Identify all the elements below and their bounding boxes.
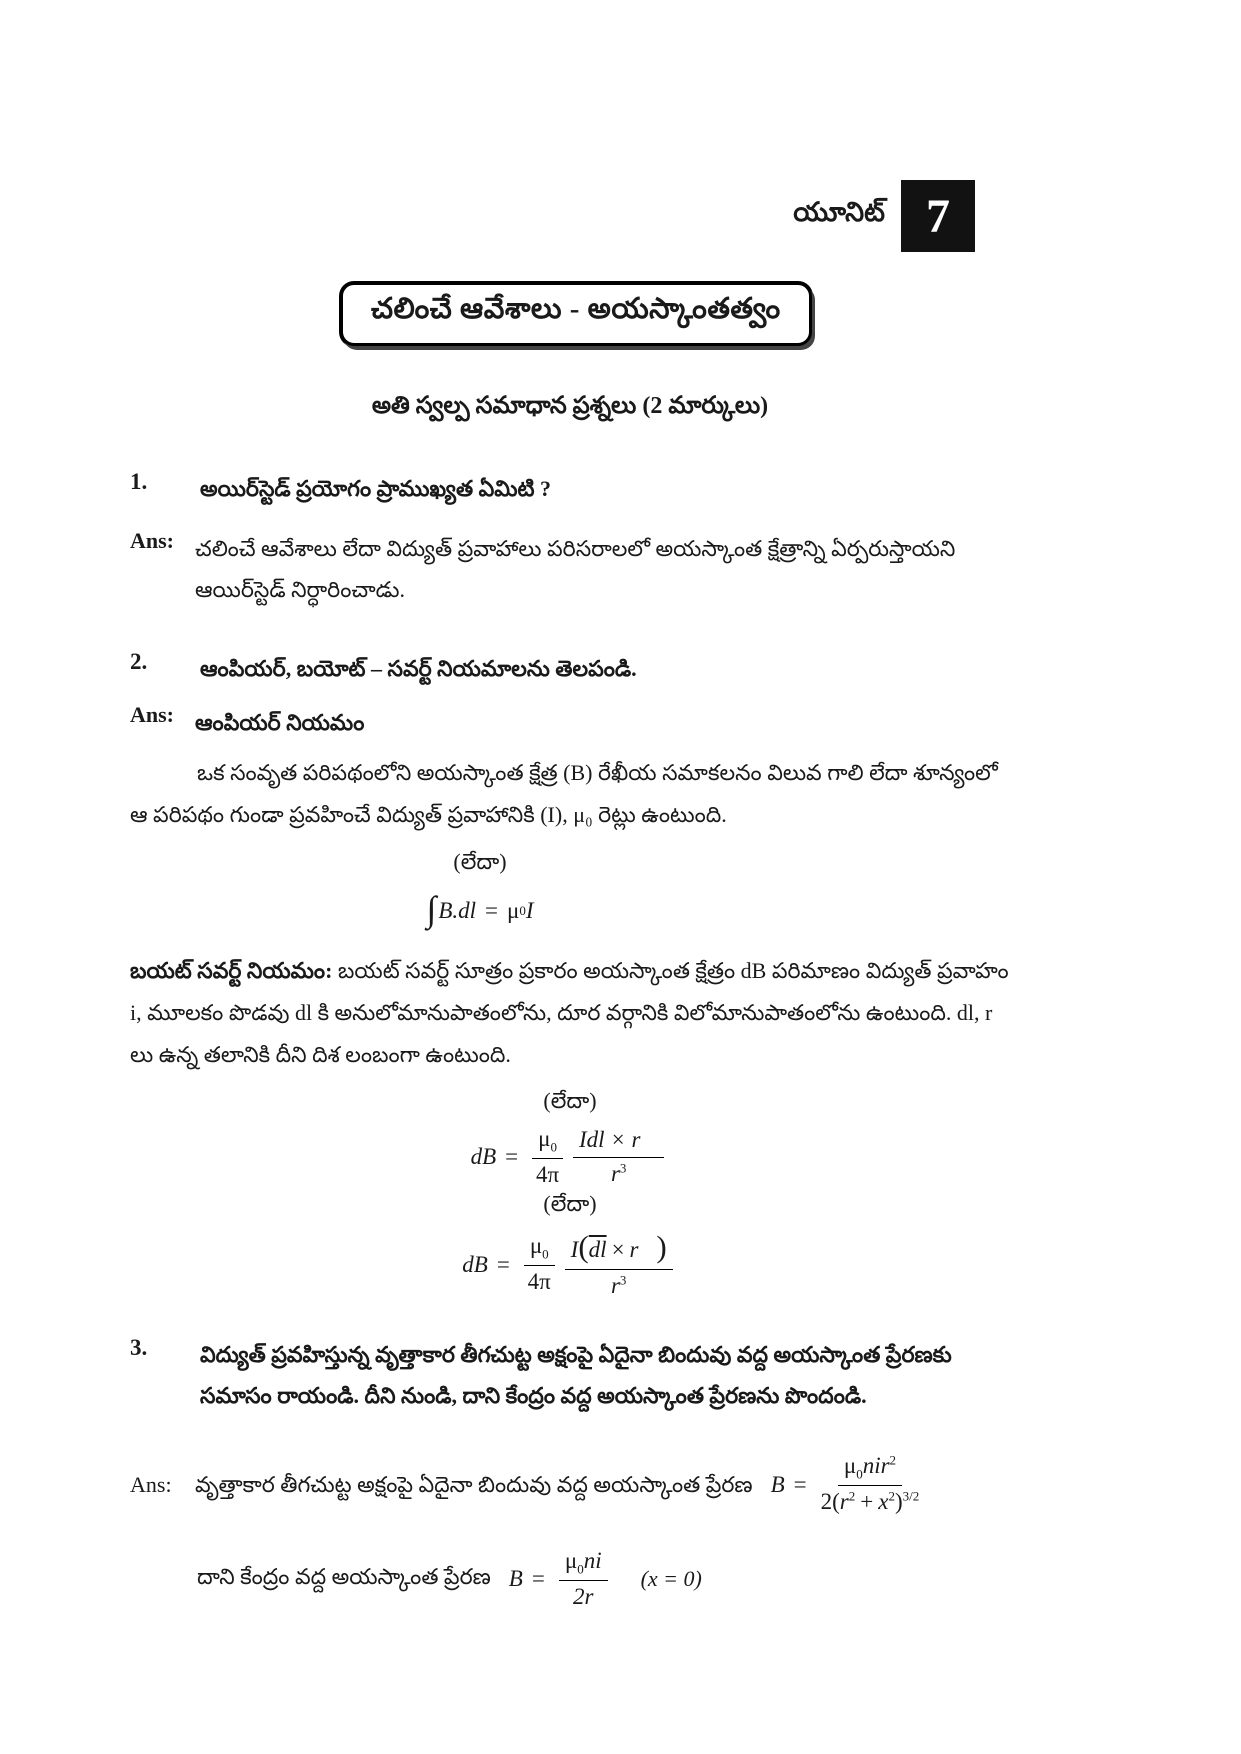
mu-symbol: μ	[538, 1125, 551, 1151]
question-1-text: అయిర్‌స్టెడ్ ప్రయోగం ప్రాముఖ్యత ఏమిటి ?	[200, 476, 551, 501]
or-divider-3: (లేదా)	[543, 1191, 597, 1217]
question-3	[130, 1335, 1010, 1416]
question-2-number: 2.	[130, 649, 148, 675]
ni-term: ni	[583, 1547, 602, 1573]
mu-over-4pi-fraction	[532, 1125, 563, 1190]
or-divider-wrap-1	[130, 849, 830, 932]
page-content	[130, 0, 1010, 1611]
or-divider-1: (లేదా)	[453, 849, 507, 875]
answer-3-center-text: దాని కేంద్రం వద్ద అయస్కాంత ప్రేరణ	[197, 1563, 491, 1589]
dB-symbol: dB	[470, 1144, 497, 1170]
fraction-denominator: 4π	[527, 1269, 551, 1295]
B-symbol: B	[770, 1471, 785, 1497]
mu-subscript: 0	[550, 1139, 557, 1155]
unit-number: 7	[926, 189, 950, 243]
r-symbol: r	[610, 1160, 620, 1186]
open-paren: (	[578, 1229, 589, 1265]
equals-sign: =	[485, 898, 499, 924]
x-equals-zero-condition: (x = 0)	[640, 1566, 702, 1592]
dB-symbol: dB	[462, 1251, 488, 1277]
integral-sign: ∫	[426, 889, 437, 930]
formula-biot-savart-2	[130, 1228, 1010, 1301]
answer-3	[130, 1452, 1010, 1517]
exponent: 3	[619, 1272, 627, 1288]
unit-header	[130, 180, 1010, 252]
center-field-fraction	[559, 1547, 608, 1612]
mu-subscript: 0	[519, 903, 526, 919]
ampere-law-heading: ఆంపియర్ నియమం	[195, 709, 365, 735]
answer-2-label: Ans:	[130, 701, 175, 727]
fraction-denominator	[611, 1270, 626, 1301]
formula-biot-savart-1	[130, 1125, 1010, 1190]
section-heading: అతి స్వల్ప సమాధాన ప్రశ్నలు (2 మార్కులు)	[371, 393, 769, 419]
answer-1-label: Ans:	[130, 527, 175, 553]
mu-over-4pi-fraction	[524, 1232, 555, 1297]
r-symbol: r	[610, 1273, 620, 1299]
equals-sign: =	[505, 1144, 519, 1170]
mu-symbol: μ	[843, 1453, 857, 1479]
current-symbol: I	[525, 898, 534, 924]
mu-symbol: μ	[564, 1547, 578, 1573]
fraction-denominator: 2r	[572, 1583, 594, 1609]
biot-savart-body: బయట్ సవర్ట్ సూత్రం ప్రకారం అయస్కాంత క్షేత్రం dB పరిమాణం విద్యుత్ ప్రవాహం i, మూలకం పొడవు dl కి అనులోమానుపాతంలోను, దూర వర్గానికి విలోమానుపాతంలోను ఉంటుంది. dl, r లు ఉన్న తలానికి దీని దిశ లంబంగా ఉంటుంది.	[130, 958, 1009, 1067]
or-divider-2: (లేదా)	[543, 1087, 597, 1113]
B-symbol: B	[508, 1566, 523, 1592]
unit-number-box	[901, 180, 975, 252]
i-dl-cross-r-fraction	[565, 1228, 673, 1301]
answer-1-text: చలించే ఆవేశాలు లేదా విద్యుత్ ప్రవాహాలు పరిసరాలలో అయస్కాంత క్షేత్రాన్ని ఏర్పరుస్తాయని ఆయిర్‌స్టెడ్ నిర్ధారించాడు.	[195, 535, 956, 603]
r-vector: r⃗	[629, 1237, 657, 1263]
fraction-numerator	[524, 1232, 555, 1266]
current-symbol: I	[570, 1237, 579, 1263]
formula-center-field	[509, 1547, 613, 1612]
idl-cross-r-fraction	[573, 1126, 664, 1189]
fraction-numerator: Idl × r⃗	[573, 1126, 664, 1158]
answer-3-label: Ans:	[130, 1471, 172, 1497]
cross-sign: ×	[611, 1237, 625, 1263]
fraction-denominator	[821, 1486, 920, 1517]
biot-savart-statement	[130, 950, 1010, 1075]
fraction-denominator	[611, 1158, 626, 1189]
nir-term: nir	[862, 1453, 890, 1479]
math-token: 2(	[820, 1489, 840, 1515]
x-symbol: x	[878, 1489, 889, 1515]
question-1	[130, 469, 1010, 510]
axis-field-fraction	[821, 1452, 920, 1517]
fraction-numerator	[565, 1228, 673, 1270]
mu-subscript: 0	[577, 1561, 584, 1577]
plus-sign: +	[860, 1489, 874, 1515]
exponent: 3	[619, 1159, 627, 1175]
question-2-text: ఆంపియర్, బయోట్ – సవర్ట్ నియమాలను తెలపండి.	[200, 656, 637, 682]
chapter-title-row	[130, 252, 1010, 346]
exponent: 2	[888, 1488, 895, 1504]
exponent: 2	[889, 1452, 897, 1468]
biot-savart-heading: బయట్ సవర్ట్ నియమం:	[130, 958, 333, 984]
mu-subscript: 0	[542, 1246, 549, 1262]
chapter-title: చలించే ఆవేశాలు - అయస్కాంతత్వం	[371, 293, 781, 325]
close-paren: )	[656, 1229, 667, 1265]
question-1-number: 1.	[130, 469, 148, 494]
unit-label: యూనిట్	[793, 197, 885, 227]
exponent: 2	[848, 1488, 856, 1504]
ampere-law-statement: ఒక సంవృత పరిపథంలోని అయస్కాంత క్షేత్ర (B) రేఖీయ సమాకలనం విలువ గాలి లేదా శూన్యంలో ఆ పరిపథం గుండా ప్రవహించే విద్యుత్ ప్రవాహానికి (I), μ₀ రెట్లు ఉంటుంది.	[130, 759, 998, 827]
exponent: 3/2	[902, 1488, 920, 1504]
answer-3-center	[197, 1547, 1010, 1612]
fraction-numerator	[559, 1547, 608, 1581]
math-token: B.dl	[438, 898, 477, 924]
mu-subscript: 0	[856, 1466, 863, 1482]
formula-ampere-law	[130, 890, 830, 932]
chapter-title-box	[340, 282, 812, 346]
dl-vector: $\overline{dl}$	[588, 1237, 607, 1263]
close-paren: )	[894, 1489, 903, 1515]
equals-sign: =	[793, 1471, 807, 1497]
fraction-numerator	[532, 1125, 563, 1159]
answer-2	[130, 702, 1010, 744]
mu-symbol: μ	[529, 1233, 543, 1259]
question-2	[130, 649, 1010, 690]
answer-3-text: వృత్తాకార తీగచుట్ట అక్షంపై ఏదైనా బిందువు వద్ద అయస్కాంత ప్రేరణ	[195, 1471, 753, 1497]
answer-1	[130, 528, 1010, 612]
fraction-denominator: 4π	[536, 1161, 560, 1187]
equals-sign: =	[531, 1566, 545, 1592]
formula-axis-field	[771, 1452, 925, 1517]
question-3-number: 3.	[130, 1334, 148, 1360]
r-symbol: r	[839, 1489, 849, 1515]
mu-symbol: μ	[507, 898, 520, 924]
equals-sign: =	[496, 1251, 510, 1277]
fraction-numerator	[838, 1452, 902, 1486]
question-3-text: విద్యుత్ ప్రవహిస్తున్న వృత్తాకార తీగచుట్ట అక్షంపై ఏదైనా బిందువు వద్ద అయస్కాంత ప్రేరణకు సమాసం రాయండి. దీని నుండి, దాని కేంద్రం వద్ద అయస్కాంత ప్రేరణను పొందండి.	[200, 1341, 952, 1408]
